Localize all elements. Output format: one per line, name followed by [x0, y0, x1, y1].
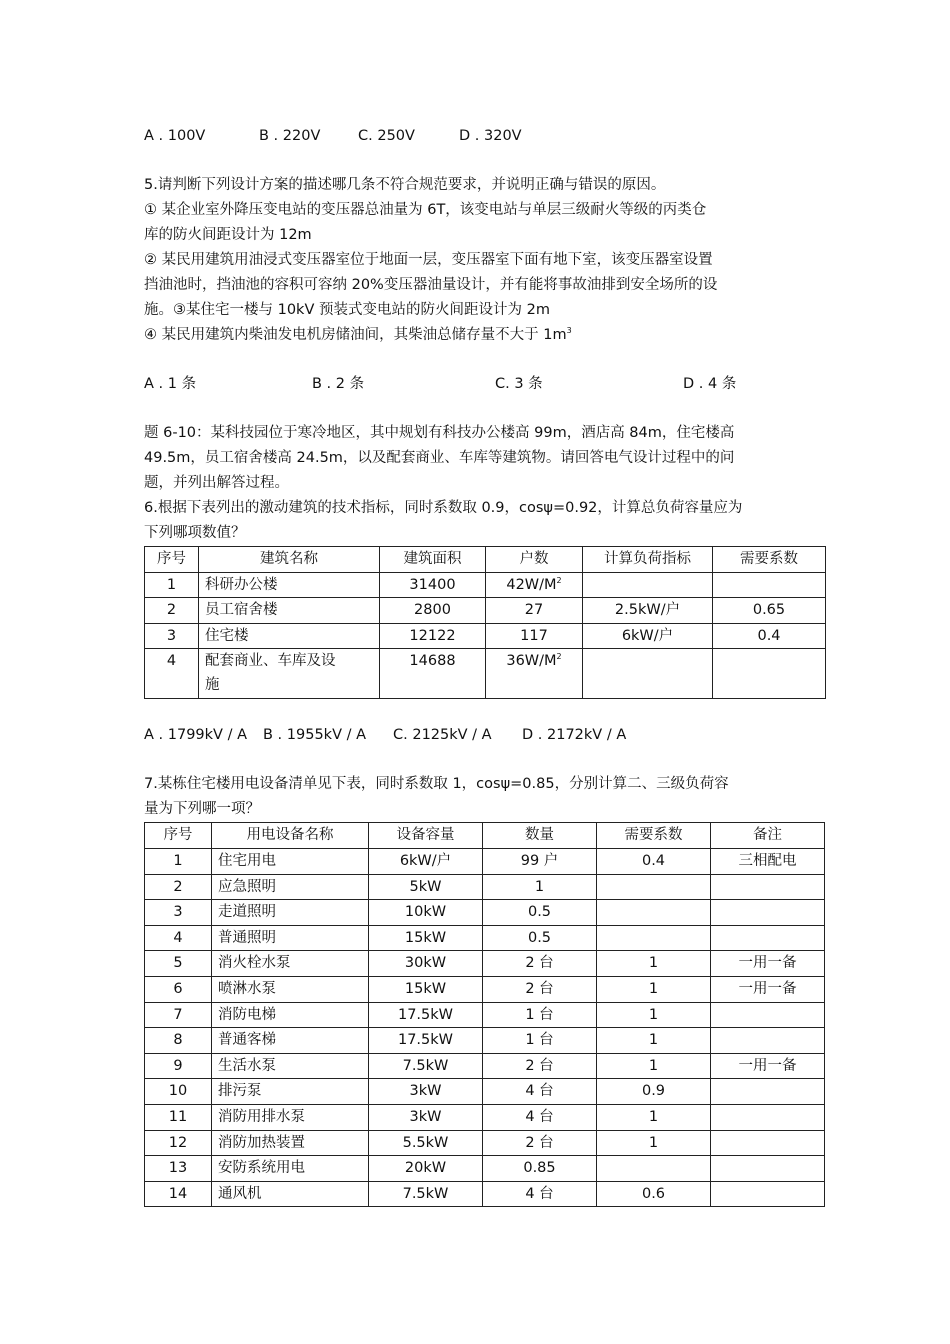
- cell-units: 27: [486, 598, 583, 624]
- q7-stem-line2: 量为下列哪一项？: [144, 801, 260, 818]
- cell-remark: [711, 1079, 825, 1105]
- cell-name: 消火栓水泵: [212, 951, 369, 977]
- cell-no: 12: [145, 1130, 212, 1156]
- q6-option-d: D . 2172kV / A: [522, 727, 627, 744]
- q5-item2-line1: ② 某民用建筑用油浸式变压器室位于地面一层，变压器室下面有地下室，该变压器室设置: [144, 252, 713, 268]
- q7-header-no: 序号: [145, 823, 212, 849]
- cell-name: 应急照明: [212, 874, 369, 900]
- intro-line3: 题，并列出解答过程。: [144, 475, 289, 491]
- cell-units-sup: 2: [556, 652, 562, 662]
- cell-name-line2: 施: [205, 677, 220, 694]
- table-row: [145, 572, 826, 598]
- cell-name: 住宅楼: [199, 623, 380, 649]
- cell-capacity: 10kW: [369, 900, 483, 926]
- cell-name: 消防电梯: [212, 1002, 369, 1028]
- cell-no: 3: [145, 623, 199, 649]
- cell-no: 14: [145, 1181, 212, 1207]
- table-row: [145, 925, 825, 951]
- cell-qty: 4 台: [483, 1104, 597, 1130]
- q7-header-qty: 数量: [483, 823, 597, 849]
- cell-capacity: 15kW: [369, 976, 483, 1002]
- cell-capacity: 5.5kW: [369, 1130, 483, 1156]
- q5-item2-line3: 施。③某住宅一楼与 10kV 预装式变电站的防火间距设计为 2m: [144, 302, 550, 318]
- q4-option-a: A . 100V: [144, 128, 206, 144]
- table-row: [145, 848, 825, 874]
- cell-qty: 4 台: [483, 1079, 597, 1105]
- q6-header-index: 计算负荷指标: [583, 547, 713, 573]
- cell-coef: 0.6: [597, 1181, 711, 1207]
- cell-index: [583, 649, 713, 699]
- cell-coef: 1: [597, 1104, 711, 1130]
- q6-stem-line1: 6.根据下表列出的激动建筑的技术指标，同时系数取 0.9，cosψ=0.92，计算总负荷容量应为: [144, 500, 743, 516]
- cell-area: 12122: [380, 623, 486, 649]
- cell-units-text: 42W/M: [506, 576, 557, 593]
- q6-stem-line2: 下列哪项数值？: [144, 525, 246, 541]
- q6-options: [144, 723, 826, 748]
- cell-remark: 三相配电: [711, 848, 825, 874]
- cell-no: 6: [145, 976, 212, 1002]
- cell-no: 2: [145, 874, 212, 900]
- cell-coef: [713, 649, 826, 699]
- cell-name: 住宅用电: [212, 848, 369, 874]
- cell-remark: 一用一备: [711, 976, 825, 1002]
- cell-qty: 99 户: [483, 848, 597, 874]
- cell-index: [583, 572, 713, 598]
- cell-remark: [711, 1156, 825, 1182]
- table-row: [145, 1002, 825, 1028]
- cell-remark: [711, 1130, 825, 1156]
- q5-item1-line2: 库的防火间距设计为 12m: [144, 227, 312, 243]
- cell-name: 普通照明: [212, 925, 369, 951]
- cell-coef: 1: [597, 1053, 711, 1079]
- cell-units-text: 36W/M: [506, 653, 557, 670]
- cell-coef: 1: [597, 1028, 711, 1054]
- q4-option-b: B . 220V: [259, 128, 321, 144]
- table-row: [145, 649, 826, 699]
- cell-index: 2.5kW/户: [583, 598, 713, 624]
- document-page: [144, 124, 826, 1207]
- cell-name: 员工宿舍楼: [199, 598, 380, 624]
- table-row: [145, 1104, 825, 1130]
- table-row: [145, 1156, 825, 1182]
- q6-table-header: [145, 547, 826, 573]
- q6-option-c: C. 2125kV / A: [393, 727, 492, 744]
- cell-name: 消防用排水泵: [212, 1104, 369, 1130]
- table-row: [145, 976, 825, 1002]
- cell-name: 安防系统用电: [212, 1156, 369, 1182]
- cell-coef: [597, 874, 711, 900]
- q5-options: [144, 372, 826, 397]
- q6-header-no: 序号: [145, 547, 199, 573]
- cell-name: 喷淋水泵: [212, 976, 369, 1002]
- cell-coef: [597, 925, 711, 951]
- cell-remark: 一用一备: [711, 951, 825, 977]
- cell-coef: 0.4: [597, 848, 711, 874]
- q5-item4-sup: 3: [566, 326, 572, 336]
- q5-item4: [144, 323, 826, 348]
- cell-no: 9: [145, 1053, 212, 1079]
- q5-option-b: B . 2 条: [312, 376, 365, 392]
- cell-no: 10: [145, 1079, 212, 1105]
- q6-option-b: B . 1955kV / A: [263, 727, 367, 744]
- cell-remark: [711, 1181, 825, 1207]
- cell-remark: [711, 900, 825, 926]
- q4-option-c: C. 250V: [358, 128, 415, 144]
- cell-units: [486, 649, 583, 699]
- cell-capacity: 15kW: [369, 925, 483, 951]
- cell-qty: 2 台: [483, 1053, 597, 1079]
- cell-remark: [711, 874, 825, 900]
- cell-capacity: 17.5kW: [369, 1002, 483, 1028]
- cell-name: 科研办公楼: [199, 572, 380, 598]
- cell-qty: 0.5: [483, 900, 597, 926]
- q5-option-d: D . 4 条: [683, 376, 737, 392]
- cell-qty: 1 台: [483, 1002, 597, 1028]
- intro-line2: 49.5m，员工宿舍楼高 24.5m，以及配套商业、车库等建筑物。请回答电气设计过程中的问: [144, 450, 735, 466]
- cell-name: [199, 649, 380, 699]
- cell-qty: 1: [483, 874, 597, 900]
- table-row: [145, 874, 825, 900]
- cell-capacity: 17.5kW: [369, 1028, 483, 1054]
- table-row: [145, 1130, 825, 1156]
- q6-option-a: A . 1799kV / A: [144, 727, 247, 744]
- cell-units-sup: 2: [556, 575, 562, 585]
- q7-stem-line1: 7.某栋住宅楼用电设备清单见下表，同时系数取 1，cosψ=0.85，分别计算二、三级负荷容: [144, 776, 729, 793]
- cell-name-line1: 配套商业、车库及设: [205, 653, 336, 670]
- q7-table: [144, 822, 825, 1207]
- cell-no: 1: [145, 848, 212, 874]
- cell-coef: [597, 1156, 711, 1182]
- cell-no: 13: [145, 1156, 212, 1182]
- cell-coef: 0.65: [713, 598, 826, 624]
- table-row: [145, 900, 825, 926]
- q7-header-capacity: 设备容量: [369, 823, 483, 849]
- cell-coef: [597, 900, 711, 926]
- table-row: [145, 951, 825, 977]
- cell-units: [486, 572, 583, 598]
- q5-item2-line2: 挡油池时，挡油池的容积可容纳 20%变压器油量设计，并有能将事故油排到安全场所的设: [144, 277, 718, 293]
- cell-remark: [711, 925, 825, 951]
- cell-name: 生活水泵: [212, 1053, 369, 1079]
- cell-no: 5: [145, 951, 212, 977]
- cell-capacity: 3kW: [369, 1104, 483, 1130]
- cell-qty: 1 台: [483, 1028, 597, 1054]
- cell-no: 1: [145, 572, 199, 598]
- cell-no: 4: [145, 925, 212, 951]
- cell-capacity: 6kW/户: [369, 848, 483, 874]
- table-row: [145, 1053, 825, 1079]
- cell-capacity: 30kW: [369, 951, 483, 977]
- q7-header-name: 用电设备名称: [212, 823, 369, 849]
- cell-no: 8: [145, 1028, 212, 1054]
- cell-coef: 0.4: [713, 623, 826, 649]
- table-row: [145, 1079, 825, 1105]
- cell-capacity: 20kW: [369, 1156, 483, 1182]
- cell-coef: 1: [597, 951, 711, 977]
- cell-coef: 1: [597, 1002, 711, 1028]
- intro-line1: 题 6-10：某科技园位于寒冷地区，其中规划有科技办公楼高 99m，酒店高 84m，住宅楼高: [144, 425, 735, 441]
- cell-units: 117: [486, 623, 583, 649]
- cell-name: 走道照明: [212, 900, 369, 926]
- cell-remark: [711, 1104, 825, 1130]
- cell-no: 3: [145, 900, 212, 926]
- cell-index: 6kW/户: [583, 623, 713, 649]
- cell-capacity: 5kW: [369, 874, 483, 900]
- cell-no: 4: [145, 649, 199, 699]
- cell-name: 排污泵: [212, 1079, 369, 1105]
- q4-options: [144, 124, 826, 149]
- cell-coef: 1: [597, 976, 711, 1002]
- cell-capacity: 7.5kW: [369, 1053, 483, 1079]
- cell-area: 14688: [380, 649, 486, 699]
- cell-coef: 0.9: [597, 1079, 711, 1105]
- q7-table-header: [145, 823, 825, 849]
- q6-header-units: 户数: [486, 547, 583, 573]
- cell-area: 31400: [380, 572, 486, 598]
- cell-name: 通风机: [212, 1181, 369, 1207]
- cell-no: 7: [145, 1002, 212, 1028]
- q6-header-area: 建筑面积: [380, 547, 486, 573]
- cell-remark: 一用一备: [711, 1053, 825, 1079]
- cell-name: 普通客梯: [212, 1028, 369, 1054]
- table-row: [145, 1181, 825, 1207]
- cell-qty: 0.5: [483, 925, 597, 951]
- q5-item1-line1: ① 某企业室外降压变电站的变压器总油量为 6T，该变电站与单层三级耐火等级的丙类仓: [144, 202, 707, 218]
- cell-remark: [711, 1002, 825, 1028]
- cell-capacity: 7.5kW: [369, 1181, 483, 1207]
- q6-header-name: 建筑名称: [199, 547, 380, 573]
- q5-stem: 5.请判断下列设计方案的描述哪几条不符合规范要求，并说明正确与错误的原因。: [144, 177, 666, 193]
- cell-qty: 2 台: [483, 951, 597, 977]
- cell-qty: 2 台: [483, 976, 597, 1002]
- cell-capacity: 3kW: [369, 1079, 483, 1105]
- cell-qty: 0.85: [483, 1156, 597, 1182]
- cell-no: 11: [145, 1104, 212, 1130]
- q7-header-remark: 备注: [711, 823, 825, 849]
- q5-option-c: C. 3 条: [495, 376, 543, 392]
- q5-item4-text: ④ 某民用建筑内柴油发电机房储油间，其柴油总储存量不大于 1m: [144, 327, 567, 343]
- cell-qty: 4 台: [483, 1181, 597, 1207]
- cell-remark: [711, 1028, 825, 1054]
- table-row: [145, 1028, 825, 1054]
- cell-name: 消防加热装置: [212, 1130, 369, 1156]
- q5-option-a: A . 1 条: [144, 376, 197, 392]
- cell-coef: [713, 572, 826, 598]
- q7-header-coef: 需要系数: [597, 823, 711, 849]
- table-row: [145, 623, 826, 649]
- cell-no: 2: [145, 598, 199, 624]
- q6-header-coef: 需要系数: [713, 547, 826, 573]
- cell-area: 2800: [380, 598, 486, 624]
- table-row: [145, 598, 826, 624]
- q4-option-d: D . 320V: [459, 128, 522, 144]
- q6-table: [144, 546, 826, 699]
- cell-coef: 1: [597, 1130, 711, 1156]
- cell-qty: 2 台: [483, 1130, 597, 1156]
